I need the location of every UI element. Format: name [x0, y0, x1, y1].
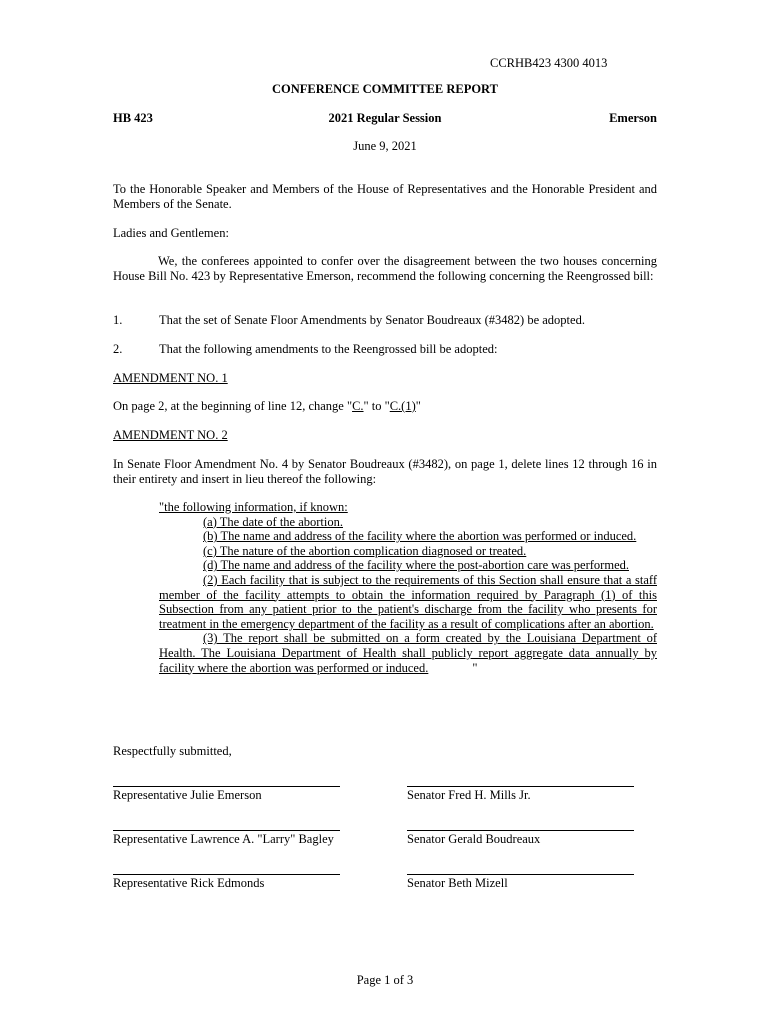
- item-text-2: That the following amendments to the Reengrossed bill be adopted:: [159, 342, 498, 356]
- amendment-1-text: On page 2, at the beginning of line 12, change "C." to "C.(1)": [113, 399, 421, 413]
- signature-line: [113, 874, 340, 875]
- bill-author: Emerson: [609, 111, 657, 125]
- signature-line: [407, 874, 634, 875]
- quote-line: (3) The report shall be submitted on a form created by the Louisiana Department of Health. The Louisiana Department of Health shall publicly report aggregate data annually by facility where the abortion was performed or induced. ": [159, 631, 657, 675]
- page-number: Page 1 of 3: [356, 973, 414, 987]
- amendment-1-new-value: C.(1): [389, 399, 416, 413]
- signatory-right-1: Senator Fred H. Mills Jr.: [407, 788, 531, 802]
- item-text-1: That the set of Senate Floor Amendments by Senator Boudreaux (#3482) be adopted.: [159, 313, 585, 327]
- quote-line: (2) Each facility that is subject to the requirements of this Section shall ensure that a staff member of the facility attempts to obtain the information required by Paragraph (1) of this Subsection from any patient prior to the patient's discharge from the facility who presents for treatment in the emergency department of the facility as a result of complications after an abortion.: [159, 572, 657, 631]
- item-number-1: 1.: [113, 313, 123, 327]
- quote-line: (d) The name and address of the facility where the post-abortion care was performed.: [203, 558, 629, 573]
- signatory-right-2: Senator Gerald Boudreaux: [407, 832, 541, 846]
- document-code: CCRHB423 4300 4013: [490, 56, 608, 70]
- amendment-2-text: In Senate Floor Amendment No. 4 by Senator Boudreaux (#3482), on page 1, delete lines 12 through 16 in their entirety and insert in lieu thereof the following:: [113, 457, 657, 486]
- item-number-2: 2.: [113, 342, 123, 356]
- report-date: June 9, 2021: [353, 139, 417, 153]
- report-title: CONFERENCE COMMITTEE REPORT: [272, 82, 498, 96]
- quote-close-mark: ": [472, 660, 478, 675]
- amendment-2-heading: AMENDMENT NO. 2: [113, 428, 228, 442]
- greeting: Ladies and Gentlemen:: [113, 226, 229, 240]
- amendment-1-heading: AMENDMENT NO. 1: [113, 371, 228, 385]
- signature-line: [407, 786, 634, 787]
- bill-number: HB 423: [113, 111, 153, 125]
- signature-line: [407, 830, 634, 831]
- signatory-left-3: Representative Rick Edmonds: [113, 876, 265, 890]
- inserted-text-block: [159, 500, 657, 675]
- signature-line: [113, 786, 340, 787]
- quote-line: (c) The nature of the abortion complication diagnosed or treated.: [203, 543, 527, 558]
- quote-line: "the following information, if known:: [159, 500, 348, 514]
- signatory-right-3: Senator Beth Mizell: [407, 876, 508, 890]
- intro-paragraph: We, the conferees appointed to confer over the disagreement between the two houses concerning House Bill No. 423 by Representative Emerson, recommend the following concerning the Reengrossed bill:: [113, 254, 657, 283]
- quote-line: (a) The date of the abortion.: [203, 514, 343, 529]
- amendment-1-old-value: C.: [352, 399, 364, 413]
- signatory-left-2: Representative Lawrence A. "Larry" Bagley: [113, 832, 334, 846]
- signature-line: [113, 830, 340, 831]
- signatory-left-1: Representative Julie Emerson: [113, 788, 262, 802]
- closing: Respectfully submitted,: [113, 744, 232, 758]
- quote-line: (b) The name and address of the facility where the abortion was performed or induced.: [203, 529, 637, 544]
- session-label: 2021 Regular Session: [328, 111, 442, 125]
- salutation: To the Honorable Speaker and Members of the House of Representatives and the Honorable President and Members of the Senate.: [113, 182, 657, 211]
